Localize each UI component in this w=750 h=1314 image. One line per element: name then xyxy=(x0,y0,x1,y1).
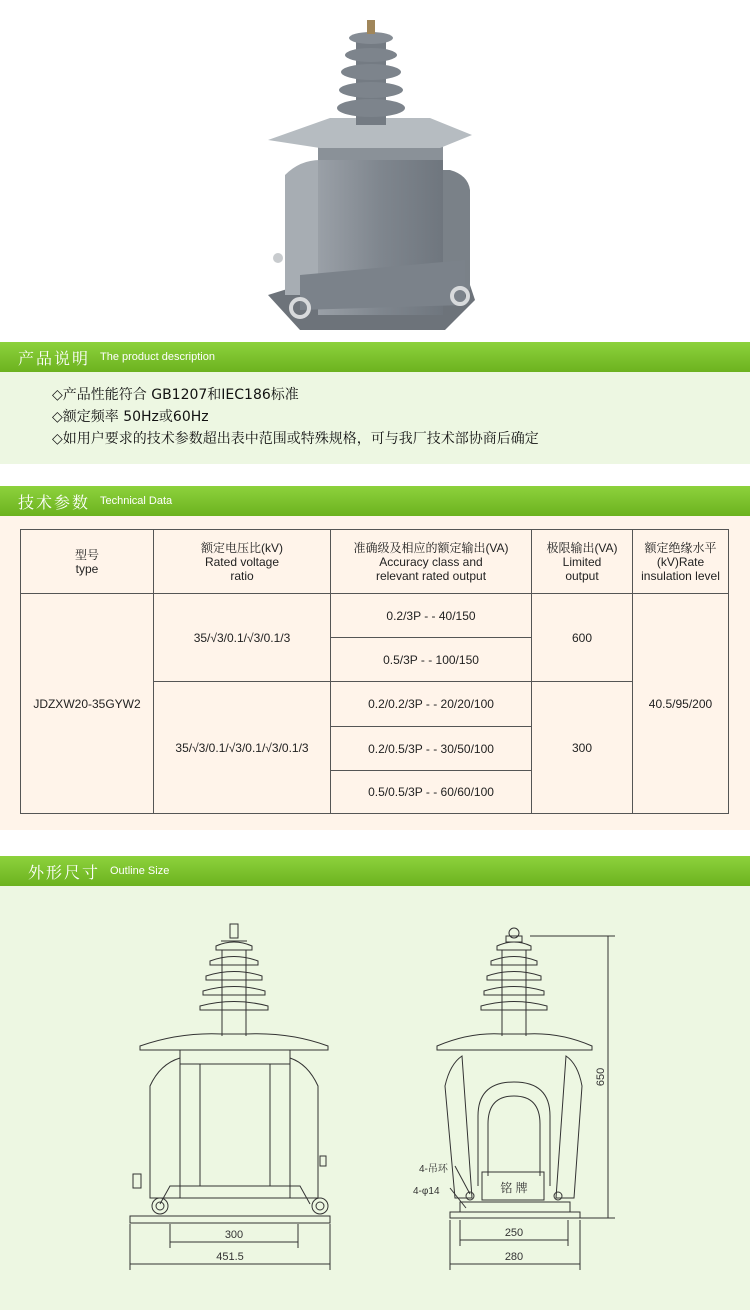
dimension-label: 650 xyxy=(595,1067,607,1087)
accuracy-cell: 0.2/3P - - 40/150 xyxy=(331,594,532,638)
transformer-photo xyxy=(0,0,750,340)
section-header-technical xyxy=(0,486,750,516)
section-title-en: The product description xyxy=(100,351,215,363)
section-title-zh: 技术参数 xyxy=(18,493,91,512)
limited-cell: 300 xyxy=(532,682,633,814)
section-header-description xyxy=(0,342,750,372)
nameplate-label: 铭 牌 xyxy=(500,1181,528,1195)
header-insulation: 额定绝缘水平 (kV)Rate insulation level xyxy=(633,530,729,594)
lifting-ring-label: 4-吊环 xyxy=(419,1164,448,1175)
model-cell: JDZXW20-35GYW2 xyxy=(21,594,154,814)
table-header-row xyxy=(21,530,729,594)
hole-label: 4-φ14 xyxy=(413,1186,440,1197)
front-view xyxy=(130,924,330,1270)
insulation-cell: 40.5/95/200 xyxy=(633,594,729,814)
technical-data-table xyxy=(20,529,729,814)
dimension-label: 280 xyxy=(504,1251,524,1263)
section-title-en: Technical Data xyxy=(100,495,173,507)
product-photo xyxy=(0,0,750,340)
side-view xyxy=(437,928,615,1270)
header-limited: 极限输出(VA) Limited output xyxy=(532,530,633,594)
ratio-cell: 35/√3/0.1/√3/0.1/√3/0.1/3 xyxy=(154,682,331,814)
header-type: 型号 type xyxy=(21,530,154,594)
header-accuracy: 准确级及相应的额定输出(VA) Accuracy class and relevant rated output xyxy=(331,530,532,594)
ratio-cell: 35/√3/0.1/√3/0.1/3 xyxy=(154,594,331,682)
accuracy-cell: 0.2/0.5/3P - - 30/50/100 xyxy=(331,727,532,771)
description-line: ◇额定频率 50Hz或60Hz xyxy=(52,409,209,425)
accuracy-cell: 0.5/3P - - 100/150 xyxy=(331,638,532,682)
section-title-zh: 外形尺寸 xyxy=(28,863,101,882)
accuracy-cell: 0.5/0.5/3P - - 60/60/100 xyxy=(331,771,532,814)
description-line: ◇产品性能符合 GB1207和IEC186标准 xyxy=(52,387,299,403)
outline-panel xyxy=(0,886,750,1310)
dimension-label: 250 xyxy=(504,1227,524,1239)
description-line: ◇如用户要求的技术参数超出表中范围或特殊规格，可与我厂技术部协商后确定 xyxy=(52,431,539,447)
dimension-label: 451.5 xyxy=(216,1251,244,1263)
description-panel xyxy=(0,372,750,464)
section-title-zh: 产品说明 xyxy=(18,349,91,368)
table-row xyxy=(21,594,729,638)
limited-cell: 600 xyxy=(532,594,633,682)
header-ratio: 额定电压比(kV) Rated voltage ratio xyxy=(154,530,331,594)
section-title-en: Outline Size xyxy=(110,865,170,877)
accuracy-cell: 0.2/0.2/3P - - 20/20/100 xyxy=(331,682,532,727)
outline-drawing xyxy=(0,886,750,1310)
section-header-outline xyxy=(0,856,750,886)
dimension-label: 300 xyxy=(224,1229,244,1241)
